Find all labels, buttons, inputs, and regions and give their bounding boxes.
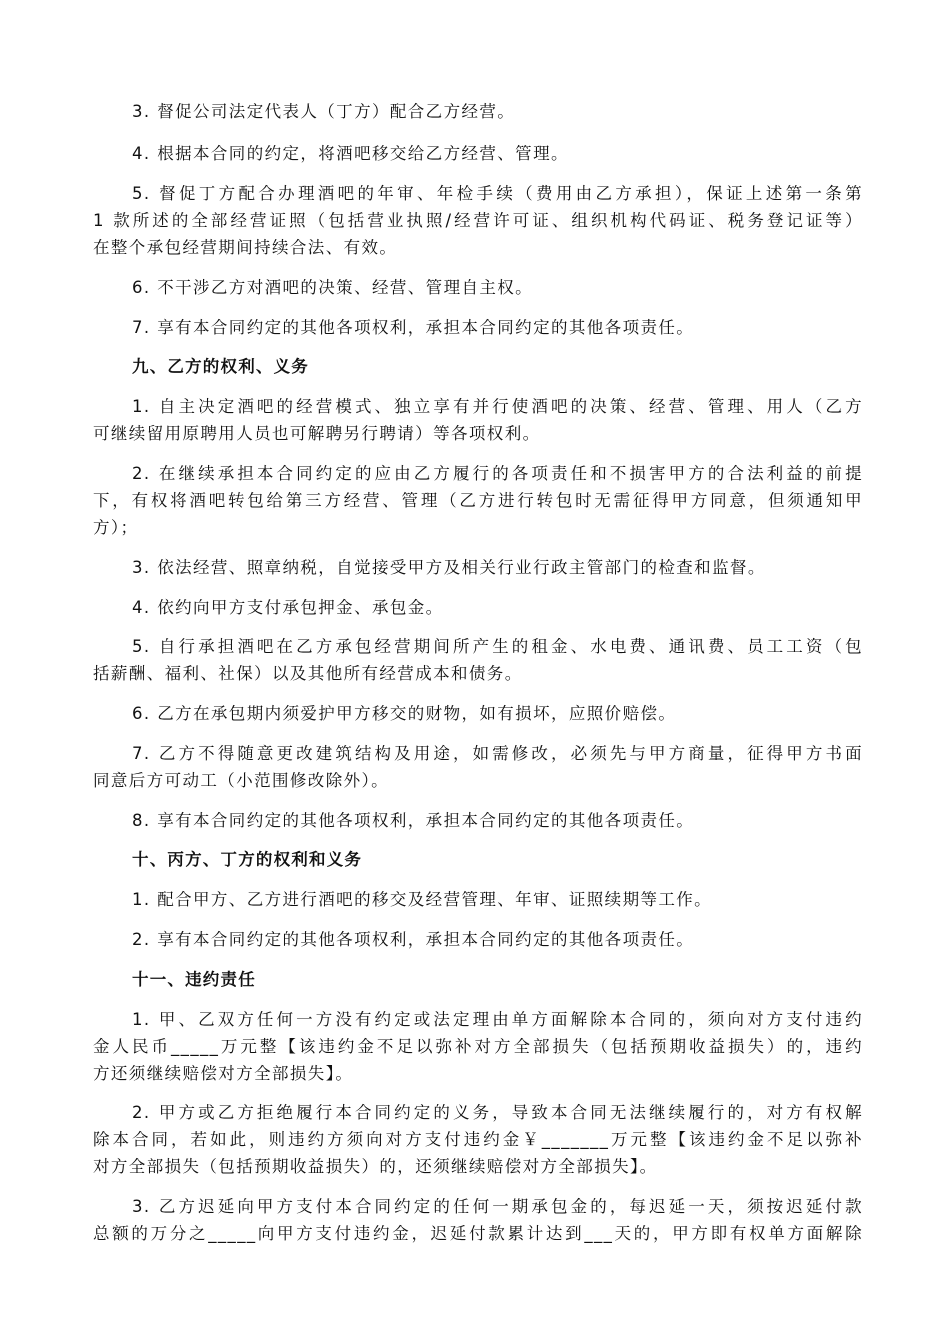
text-line: 对方全部损失（包括预期收益损失）的，还须继续赔偿对方全部损失】。 [93,1157,658,1176]
text-line: 方）； [93,518,139,537]
section-heading: 十一、违约责任 [132,970,256,989]
text-line: 6. 乙方在承包期内须爱护甲方移交的财物，如有损坏，应照价赔偿。 [132,704,677,723]
text-line: 1. 甲、乙双方任何一方没有约定或法定理由单方面解除本合同的，须向对方支付违约 [132,1010,863,1029]
text-line: 5. 督促丁方配合办理酒吧的年审、年检手续（费用由乙方承担），保证上述第一条第 [132,184,863,203]
text-line: 6. 不干涉乙方对酒吧的决策、经营、管理自主权。 [132,278,534,297]
text-line: 2. 享有本合同约定的其他各项权利，承担本合同约定的其他各项责任。 [132,930,695,949]
text-line: 括薪酬、福利、社保）以及其他所有经营成本和债务。 [93,664,523,683]
text-line: 2. 在继续承担本合同约定的应由乙方履行的各项责任和不损害甲方的合法利益的前提 [132,464,863,483]
text-line: 1 款所述的全部经营证照（包括营业执照/经营许可证、组织机构代码证、税务登记证等） [93,211,863,230]
text-line: 总额的万分之_____向甲方支付违约金，迟延付款累计达到___天的，甲方即有权单方面解除 [93,1224,863,1243]
text-line: 8. 享有本合同约定的其他各项权利，承担本合同约定的其他各项责任。 [132,811,695,830]
text-line: 金人民币_____万元整【该违约金不足以弥补对方全部损失（包括预期收益损失）的，违约 [93,1037,863,1056]
text-line: 在整个承包经营期间持续合法、有效。 [93,238,398,257]
text-line: 方还须继续赔偿对方全部损失】。 [93,1064,354,1083]
text-line: 下，有权将酒吧转包给第三方经营、管理（乙方进行转包时无需征得甲方同意，但须通知甲 [93,491,863,510]
text-line: 3. 乙方迟延向甲方支付本合同约定的任何一期承包金的，每迟延一天，须按迟延付款 [132,1197,863,1216]
text-line: 同意后方可动工（小范围修改除外）。 [93,771,390,790]
text-line: 1. 配合甲方、乙方进行酒吧的移交及经营管理、年审、证照续期等工作。 [132,890,713,909]
text-line: 7. 乙方不得随意更改建筑结构及用途，如需修改，必须先与甲方商量，征得甲方书面 [132,744,863,763]
text-line: 1. 自主决定酒吧的经营模式、独立享有并行使酒吧的决策、经营、管理、用人（乙方 [132,397,863,416]
section-heading: 十、丙方、丁方的权利和义务 [132,850,363,869]
text-line: 7. 享有本合同约定的其他各项权利，承担本合同约定的其他各项责任。 [132,318,695,337]
text-line: 4. 依约向甲方支付承包押金、承包金。 [132,598,444,617]
text-line: 3. 督促公司法定代表人（丁方）配合乙方经营。 [132,102,516,121]
text-line: 2. 甲方或乙方拒绝履行本合同约定的义务，导致本合同无法继续履行的，对方有权解 [132,1103,863,1122]
section-heading: 九、乙方的权利、义务 [132,357,309,376]
text-line: 除本合同，若如此，则违约方须向对方支付违约金￥_______万元整【该违约金不足以弥补 [93,1130,863,1149]
text-line: 3. 依法经营、照章纳税，自觉接受甲方及相关行业行政主管部门的检查和监督。 [132,558,766,577]
text-line: 4. 根据本合同的约定，将酒吧移交给乙方经营、管理。 [132,144,569,163]
text-line: 可继续留用原聘用人员也可解聘另行聘请）等各项权利。 [93,424,541,443]
text-line: 5. 自行承担酒吧在乙方承包经营期间所产生的租金、水电费、通讯费、员工工资（包 [132,637,863,656]
